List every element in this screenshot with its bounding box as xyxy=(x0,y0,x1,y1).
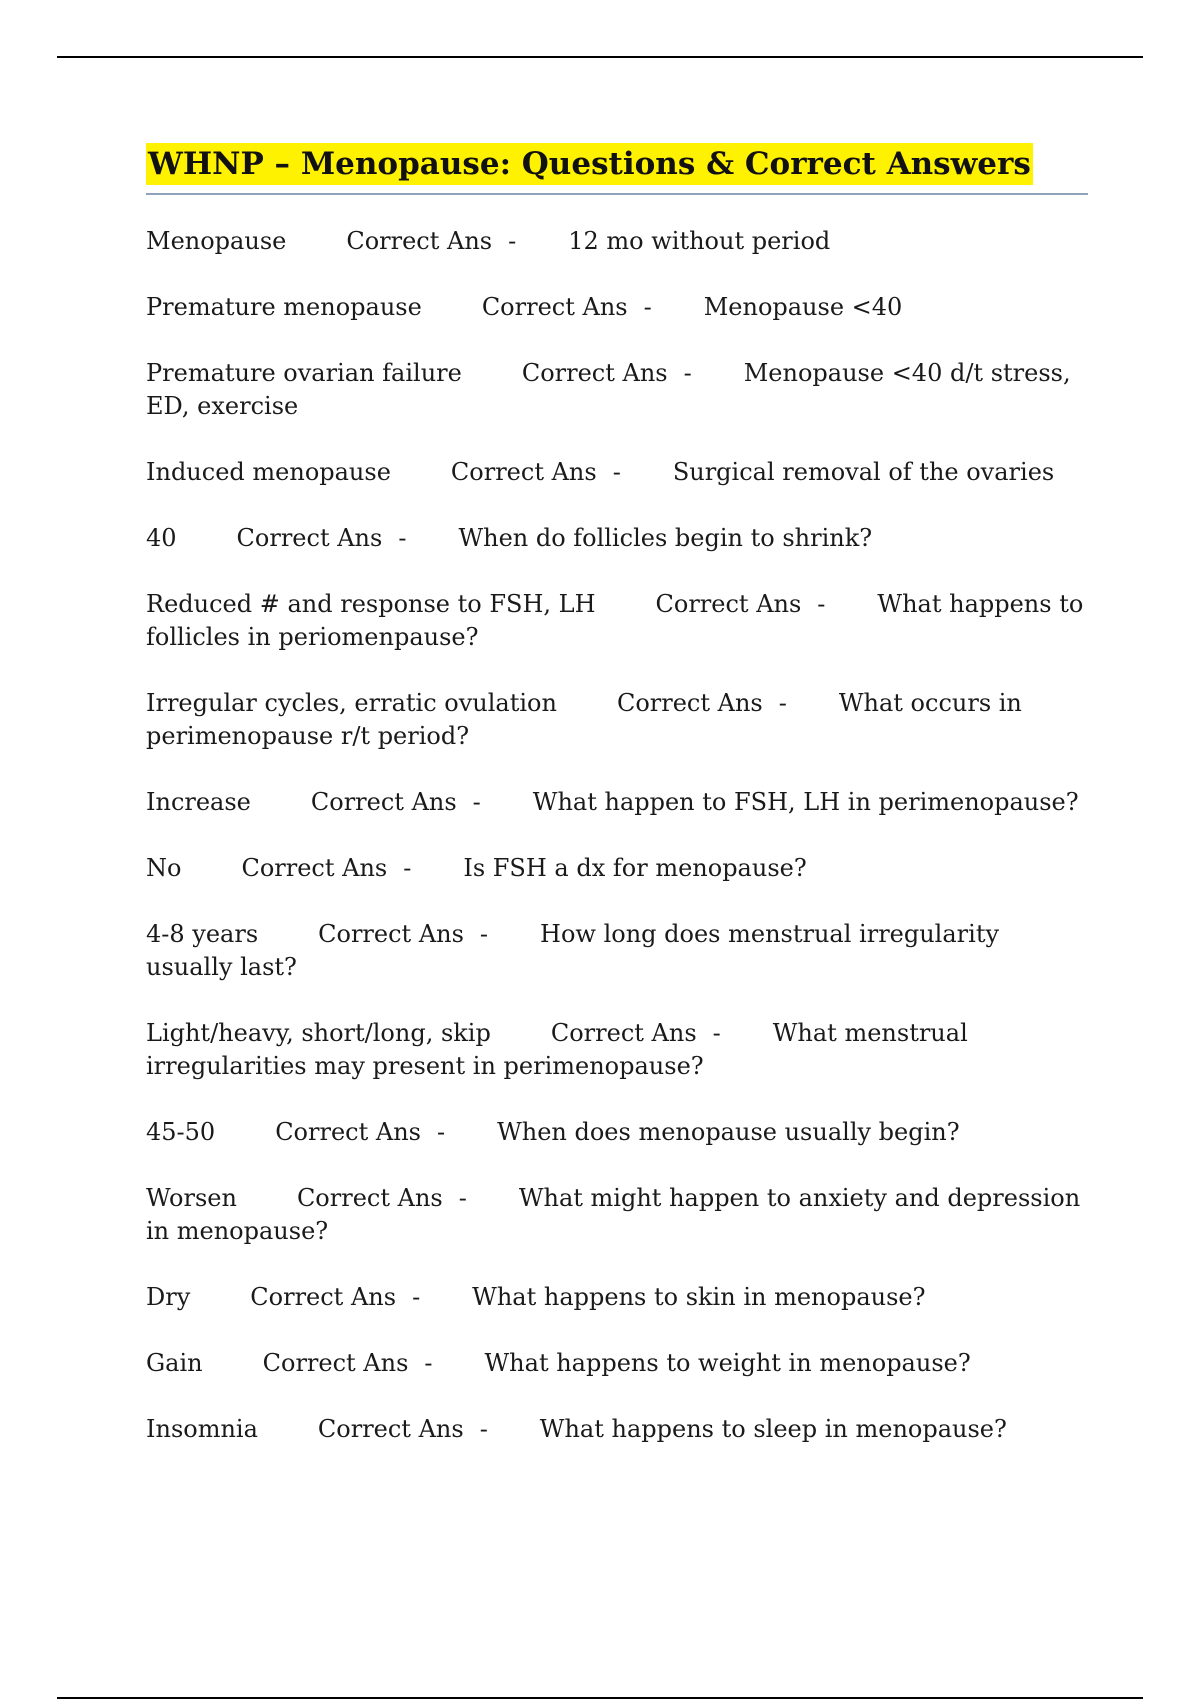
qa-term: No xyxy=(146,854,182,882)
separator: - xyxy=(712,1019,721,1047)
list-item xyxy=(146,687,1088,753)
list-item xyxy=(146,291,1088,324)
correct-ans-label: Correct Ans xyxy=(655,590,802,618)
separator: - xyxy=(398,524,407,552)
qa-term: Premature menopause xyxy=(146,293,422,321)
list-item xyxy=(146,456,1088,489)
separator: - xyxy=(643,293,652,321)
separator: - xyxy=(612,458,621,486)
correct-ans-label: Correct Ans xyxy=(310,788,457,816)
qa-term: Premature ovarian failure xyxy=(146,359,462,387)
correct-ans-label: Correct Ans xyxy=(241,854,388,882)
qa-term: Irregular cycles, erratic ovulation xyxy=(146,689,557,717)
qa-term: Increase xyxy=(146,788,251,816)
correct-ans-label: Correct Ans xyxy=(346,227,493,255)
qa-term: Worsen xyxy=(146,1184,237,1212)
list-item xyxy=(146,786,1088,819)
correct-ans-label: Correct Ans xyxy=(450,458,597,486)
qa-term: Menopause xyxy=(146,227,287,255)
correct-ans-label: Correct Ans xyxy=(318,920,464,948)
qa-answer: What happens to skin in menopause? xyxy=(472,1283,926,1311)
qa-term: Induced menopause xyxy=(146,458,391,486)
list-item xyxy=(146,522,1088,555)
correct-ans-label: Correct Ans xyxy=(296,1184,443,1212)
separator: - xyxy=(479,920,489,948)
correct-ans-label: Correct Ans xyxy=(262,1349,409,1377)
qa-answer: What happens to sleep in menopause? xyxy=(539,1415,1007,1443)
qa-answer: Surgical removal of the ovaries xyxy=(672,458,1055,486)
separator: - xyxy=(403,854,412,882)
qa-answer: When do follicles begin to shrink? xyxy=(458,524,873,552)
qa-term: Dry xyxy=(146,1283,191,1311)
list-item xyxy=(146,1116,1088,1149)
qa-term: 45-50 xyxy=(146,1118,216,1146)
qa-term: Gain xyxy=(146,1349,203,1377)
qa-list xyxy=(146,225,1088,1446)
correct-ans-label: Correct Ans xyxy=(275,1118,421,1146)
correct-ans-label: Correct Ans xyxy=(521,359,668,387)
qa-answer: How long does menstrual irregularity usually last? xyxy=(146,920,1000,981)
separator: - xyxy=(412,1283,421,1311)
qa-term: Light/heavy, short/long, skip xyxy=(146,1019,491,1047)
qa-term: Reduced # and response to FSH, LH xyxy=(146,590,596,618)
document-body xyxy=(146,143,1088,1479)
separator: - xyxy=(479,1415,488,1443)
qa-answer: What menstrual irregularities may present in perimenopause? xyxy=(146,1019,968,1080)
qa-answer: What happen to FSH, LH in perimenopause? xyxy=(532,788,1079,816)
list-item xyxy=(146,1413,1088,1446)
qa-term: 40 xyxy=(146,524,177,552)
list-item xyxy=(146,1281,1088,1314)
list-item xyxy=(146,918,1088,984)
separator: - xyxy=(508,227,517,255)
document-title: WHNP – Menopause: Questions & Correct Answers xyxy=(146,143,1033,185)
separator: - xyxy=(436,1118,446,1146)
separator: - xyxy=(817,590,826,618)
qa-answer: When does menopause usually begin? xyxy=(497,1118,960,1146)
qa-term: Insomnia xyxy=(146,1415,258,1443)
separator: - xyxy=(458,1184,467,1212)
list-item xyxy=(146,1347,1088,1380)
list-item xyxy=(146,1017,1088,1083)
footer-rule xyxy=(57,1697,1143,1699)
list-item xyxy=(146,357,1088,423)
qa-answer: What happens to follicles in periomenpause? xyxy=(146,590,1084,651)
qa-answer: What happens to weight in menopause? xyxy=(484,1349,971,1377)
correct-ans-label: Correct Ans xyxy=(616,689,763,717)
qa-answer: Is FSH a dx for menopause? xyxy=(463,854,807,882)
title-block xyxy=(146,143,1088,195)
qa-answer: What might happen to anxiety and depression in menopause? xyxy=(146,1184,1081,1245)
correct-ans-label: Correct Ans xyxy=(250,1283,397,1311)
qa-answer: What occurs in perimenopause r/t period? xyxy=(146,689,1022,750)
qa-answer: 12 mo without period xyxy=(568,227,831,255)
separator: - xyxy=(472,788,481,816)
list-item xyxy=(146,1182,1088,1248)
list-item xyxy=(146,588,1088,654)
qa-answer: Menopause <40 xyxy=(703,293,903,321)
separator: - xyxy=(683,359,692,387)
separator: - xyxy=(778,689,787,717)
header-rule xyxy=(57,56,1143,58)
qa-answer: Menopause <40 d/t stress, ED, exercise xyxy=(146,359,1071,420)
correct-ans-label: Correct Ans xyxy=(550,1019,697,1047)
list-item xyxy=(146,225,1088,258)
separator: - xyxy=(424,1349,433,1377)
correct-ans-label: Correct Ans xyxy=(481,293,628,321)
correct-ans-label: Correct Ans xyxy=(236,524,383,552)
correct-ans-label: Correct Ans xyxy=(317,1415,464,1443)
qa-term: 4-8 years xyxy=(146,920,259,948)
list-item xyxy=(146,852,1088,885)
